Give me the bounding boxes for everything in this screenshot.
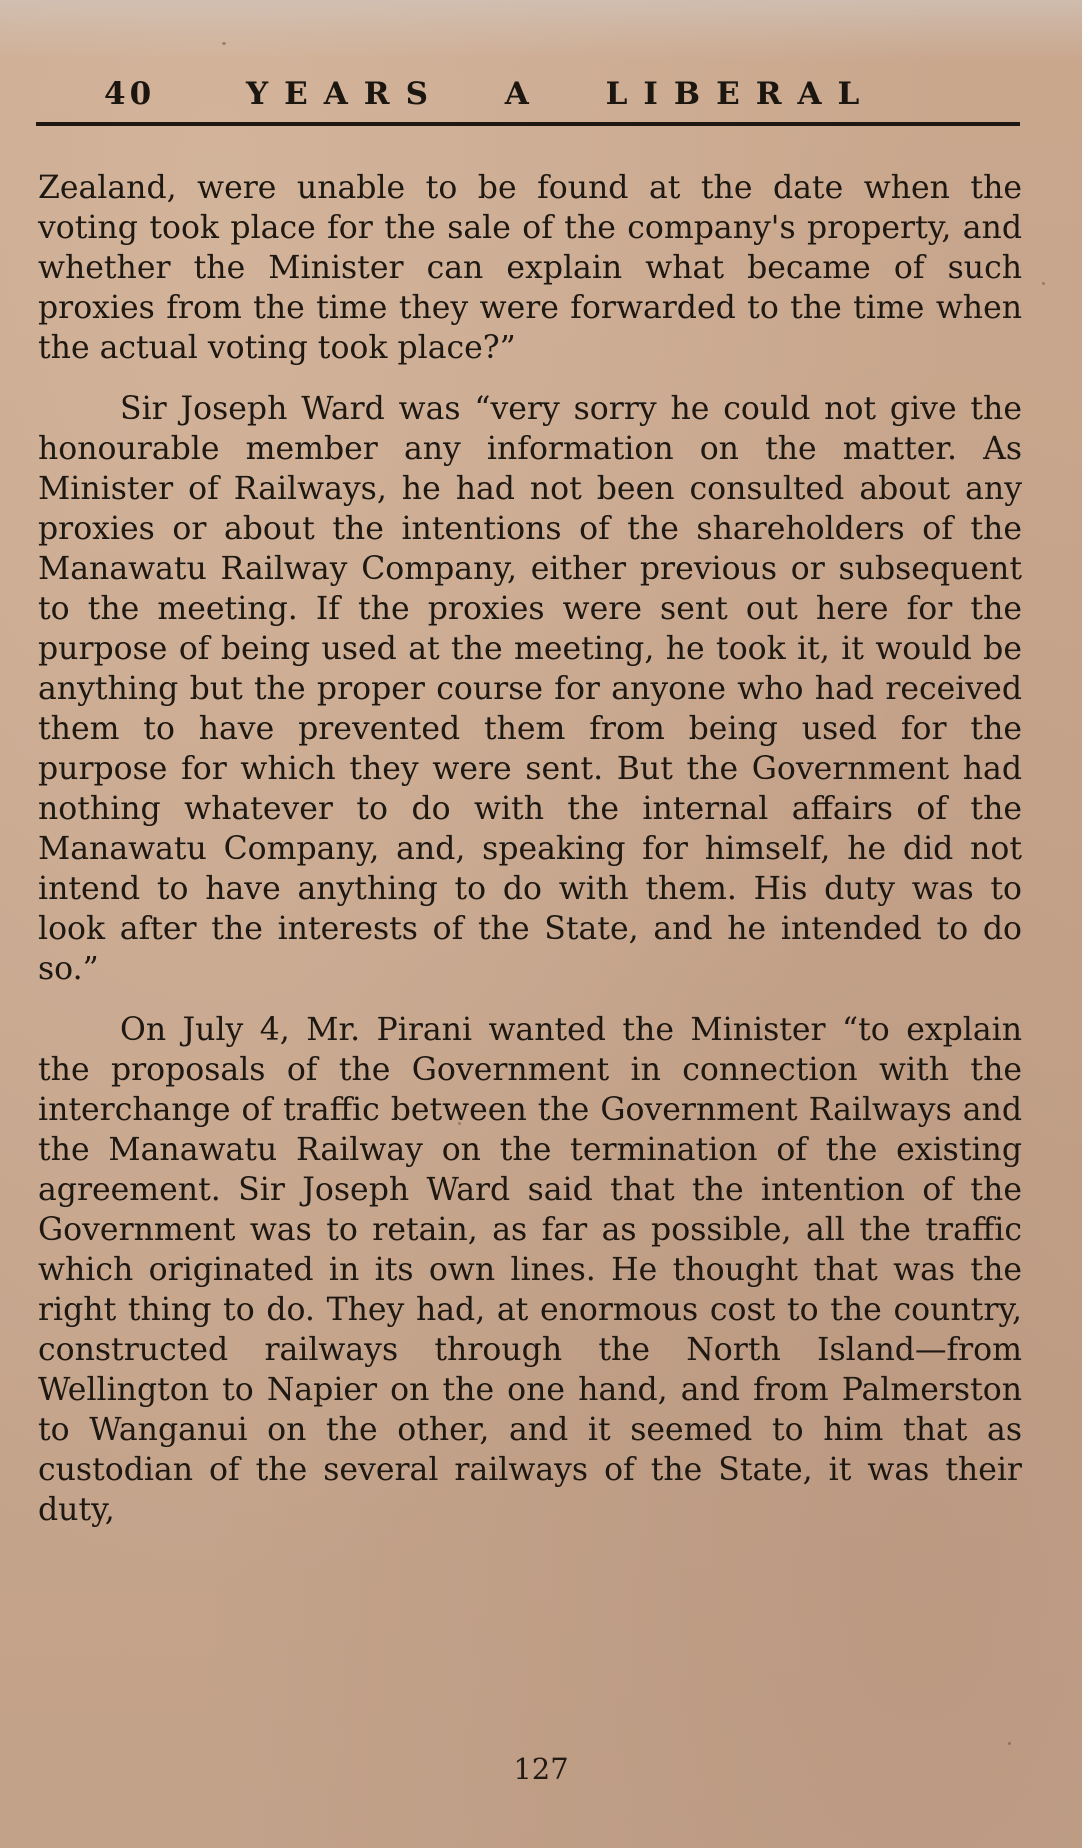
running-title: YEARS A LIBERAL	[246, 76, 876, 112]
body-text	[38, 168, 1022, 1530]
running-head	[36, 70, 1020, 134]
header-rule	[36, 122, 1020, 126]
footer-page-number: 127	[513, 1752, 569, 1786]
paragraph-pirani-question: On July 4, Mr. Pirani wanted the Minister “to explain the proposals of the Government in connection with the interchange of traffic between the Government Railways and the Manawatu Railway on the termination of the existing agreement. Sir Joseph Ward said that the intention of the Government was to retain, as far as possible, all the traffic which originated in its own lines. He thought that was the right thing to do. They had, at enormous cost to the country, constructed railways through the North Island—from Wellington to Napier on the one hand, and from Palmerston to Wanganui on the other, and it seemed to him that as custodian of the several railways of the State, it was their duty,	[38, 1012, 1022, 1528]
paper-speck	[1008, 1742, 1011, 1745]
paper-speck	[458, 1122, 461, 1125]
paragraph-ward-reply: Sir Joseph Ward was “very sorry he could not give the honourable member any information on the matter. As Minister of Railways, he had not been consulted about any proxies or about the intentions of the shareholders of the Manawatu Railway Company, either previous or subsequent to the meeting. If the proxies were sent out here for the purpose of being used at the meeting, he took it, it would be anything but the proper course for anyone who had received them to have prevented them from being used for the purpose for which they were sent. But the Government had nothing whatever to do with the internal affairs of the Manawatu Company, and, speaking for himself, he did not intend to have anything to do with them. His duty was to look after the interests of the State, and he intended to do so.”	[38, 391, 1022, 987]
paragraph-continuation: Zealand, were unable to be found at the date when the voting took place for the sale of the company's property, and whether the Minister can explain what became of such proxies from the time they were forwarded to the time when the actual voting took place?”	[38, 170, 1022, 366]
paper-speck	[1042, 282, 1045, 285]
header-page-number: 40	[104, 76, 156, 112]
paper-speck	[222, 42, 226, 45]
